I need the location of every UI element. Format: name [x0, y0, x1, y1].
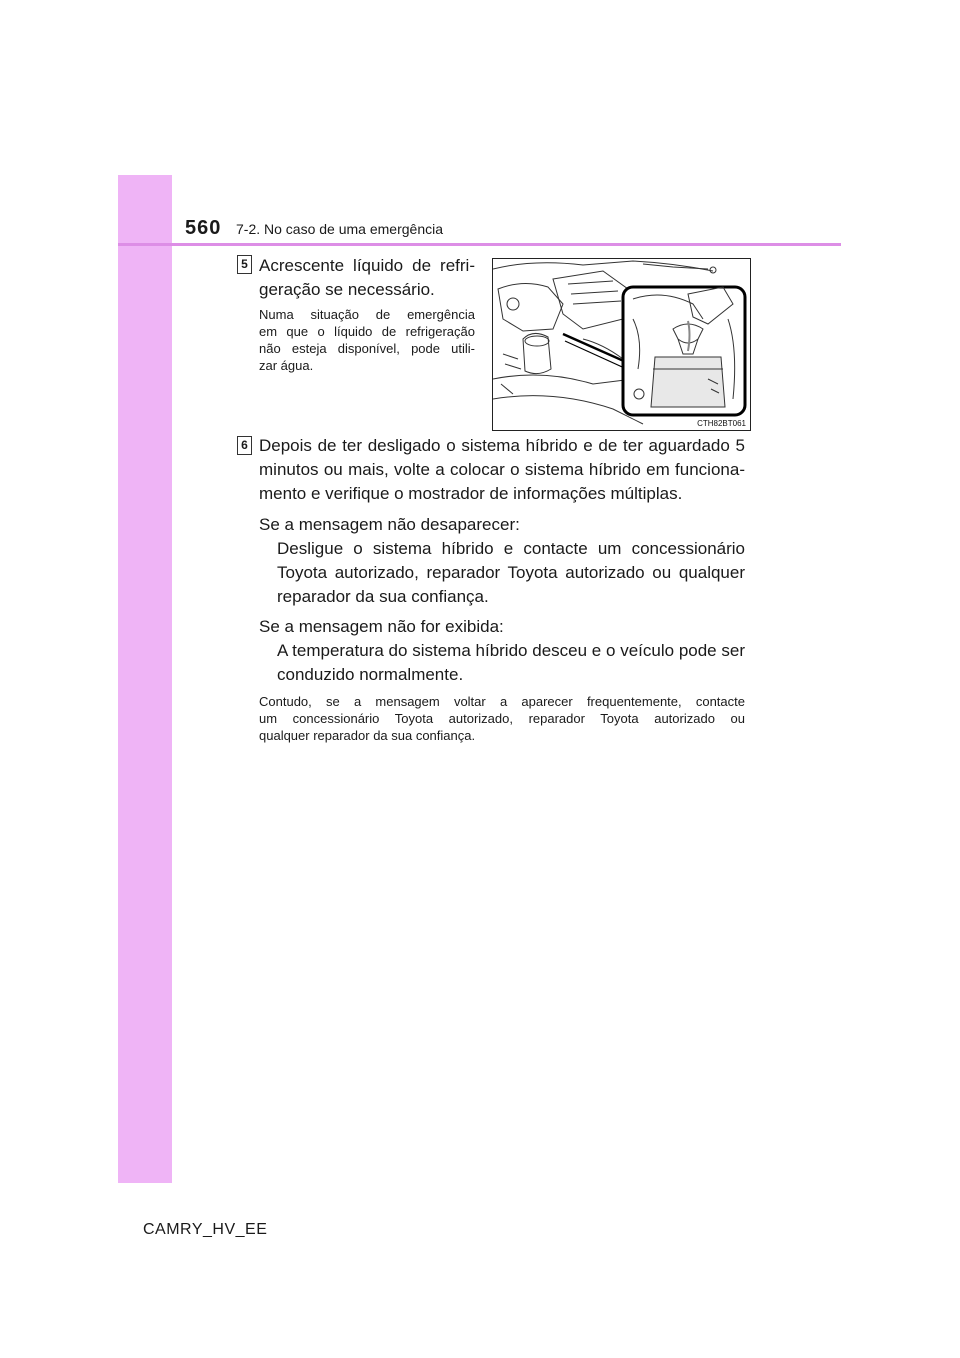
case1-line-3: reparador da sua confiança.	[277, 587, 489, 606]
header-rule	[118, 243, 841, 246]
case2-line-2: conduzido normalmente.	[277, 665, 464, 684]
step6-note-line-3: qualquer reparador da sua confiança.	[259, 728, 476, 743]
engine-bay-drawing	[493, 259, 750, 430]
case2-title: Se a mensagem não for exibida:	[259, 617, 504, 636]
page-number: 560	[185, 217, 222, 239]
step5-note-line-1: Numa situação de emergência	[259, 307, 475, 322]
step5-line-1: Acrescente líquido de refri-	[259, 256, 475, 275]
step6-line-2: minutos ou mais, volte a colocar o sistema híbrido em funciona-	[259, 460, 745, 479]
figure-code: CTH82BT061	[697, 419, 746, 428]
footer-model-code: CAMRY_HV_EE	[143, 1221, 268, 1238]
case1-line-1: Desligue o sistema híbrido e contacte um concessionário	[277, 539, 745, 558]
step5-note-line-2: em que o líquido de refrigeração	[259, 324, 475, 339]
case1-line-2: Toyota autorizado, reparador Toyota autorizado ou qualquer	[277, 563, 745, 582]
sidebar-color-tab	[118, 175, 172, 1183]
case1-title: Se a mensagem não desaparecer:	[259, 515, 520, 534]
section-title: 7-2. No caso de uma emergência	[236, 221, 443, 237]
step6-line-1: Depois de ter desligado o sistema híbrido e de ter aguardado 5	[259, 436, 745, 455]
step6-note-line-2: um concessionário Toyota autorizado, reparador Toyota autorizado ou	[259, 711, 745, 726]
step5-note-line-3: não esteja disponível, pode utili-	[259, 341, 475, 356]
engine-coolant-illustration	[492, 258, 751, 431]
step-badge-5: 5	[237, 255, 252, 274]
step6-line-3: mento e verifique o mostrador de informações múltiplas.	[259, 484, 683, 503]
step-badge-6: 6	[237, 436, 252, 455]
step5-line-2: geração se necessário.	[259, 280, 435, 299]
step5-note-line-4: zar água.	[259, 358, 314, 373]
step6-note-line-1: Contudo, se a mensagem voltar a aparecer frequentemente, contacte	[259, 694, 745, 709]
case2-line-1: A temperatura do sistema híbrido desceu e o veículo pode ser	[277, 641, 745, 660]
